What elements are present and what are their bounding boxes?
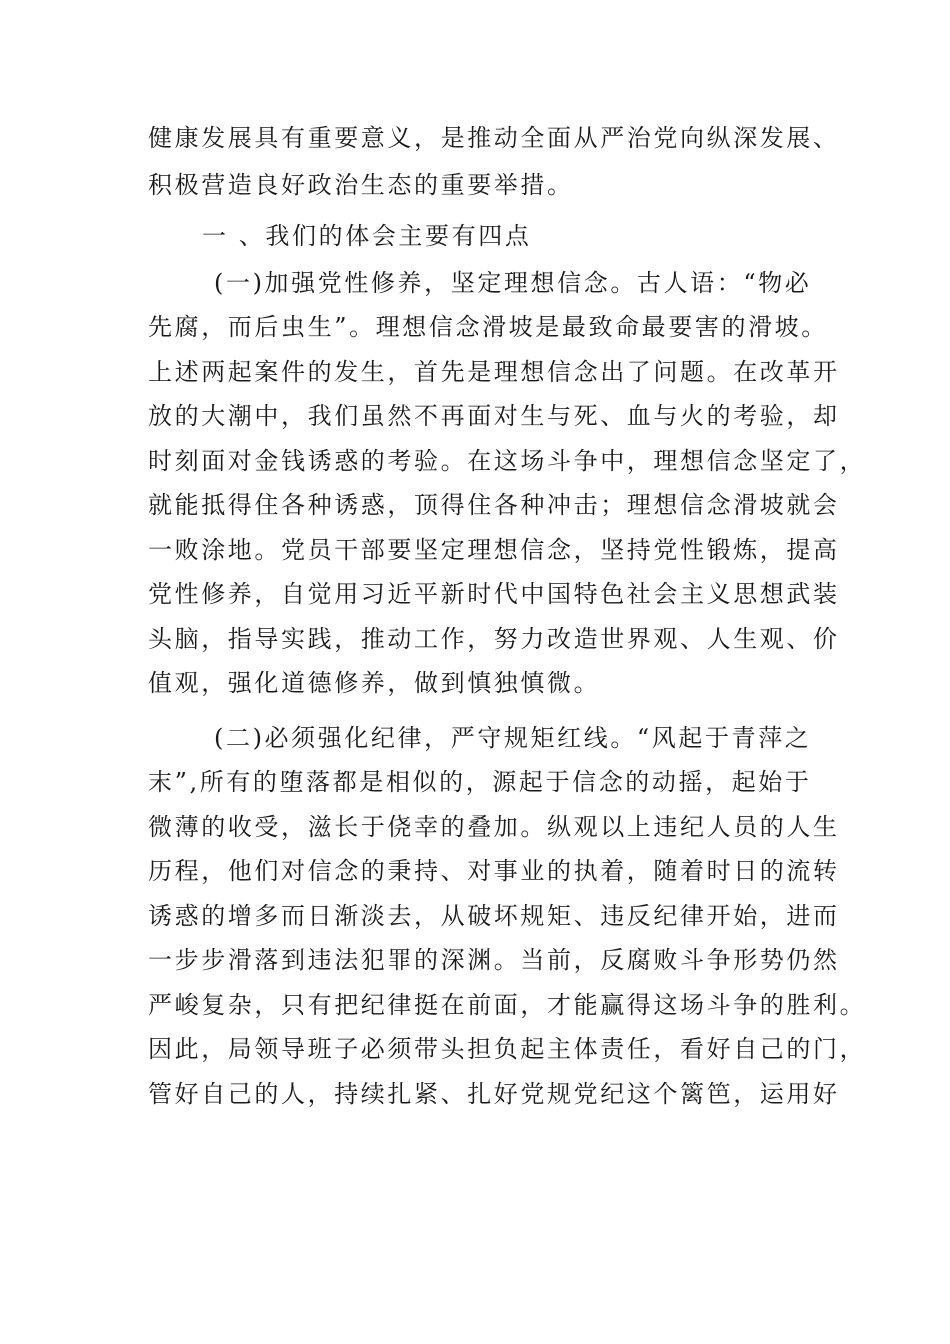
text-line: 严峻复杂，只有把纪律挺在前面，才能赢得这场斗争的胜利。 — [148, 991, 867, 1019]
text-line: 先腐，而后虫生”。理想信念滑坡是最致命最要害的滑坡。 — [148, 313, 828, 341]
text-line: 诱惑的增多而日渐淡去，从破坏规矩、违反纪律开始，进而 — [148, 902, 840, 930]
paragraph-2-start: (二)必须强化纪律，严守规矩红线。“风起于青萍之 — [214, 724, 812, 752]
text-line: 末”,所有的堕落都是相似的，源起于信念的动摇，起始于 — [148, 768, 812, 796]
paragraph-1-start: (一)加强党性修养，坚定理想信念。古人语：“物必 — [214, 269, 812, 297]
text-line: 历程，他们对信念的秉持、对事业的执着，随着时日的流转 — [148, 857, 840, 885]
text-line: 管好自己的人，持续扎紧、扎好党规党纪这个篱笆，运用好 — [148, 1080, 840, 1108]
text-line: 积极营造良好政治生态的重要举措。 — [148, 171, 574, 199]
text-line: 就能抵得住各种诱惑，顶得住各种冲击；理想信念滑坡就会 — [148, 491, 840, 519]
text-line: 值观，强化道德修养，做到慎独慎微。 — [148, 669, 601, 697]
text-line: 一步步滑落到违法犯罪的深渊。当前，反腐败斗争形势仍然 — [148, 946, 840, 974]
text-line: 健康发展具有重要意义，是推动全面从严治党向纵深发展、 — [148, 124, 840, 152]
section-heading: 一 、我们的体会主要有四点 — [202, 222, 532, 250]
text-line: 微薄的收受，滋长于侥幸的叠加。纵观以上违纪人员的人生 — [148, 813, 840, 841]
text-line: 上述两起案件的发生，首先是理想信念出了问题。在改革开 — [148, 358, 840, 386]
text-line: 因此，局领导班子必须带头担负起主体责任，看好自己的门， — [148, 1035, 867, 1063]
text-line: 党性修养，自觉用习近平新时代中国特色社会主义思想武装 — [148, 580, 840, 608]
text-line: 头脑，指导实践，推动工作，努力改造世界观、人生观、价 — [148, 625, 840, 653]
text-line: 放的大潮中，我们虽然不再面对生与死、血与火的考验，却 — [148, 402, 840, 430]
text-line: 一败涂地。党员干部要坚定理想信念，坚持党性锻炼，提高 — [148, 536, 840, 564]
text-line: 时刻面对金钱诱惑的考验。在这场斗争中，理想信念坚定了， — [148, 447, 867, 475]
